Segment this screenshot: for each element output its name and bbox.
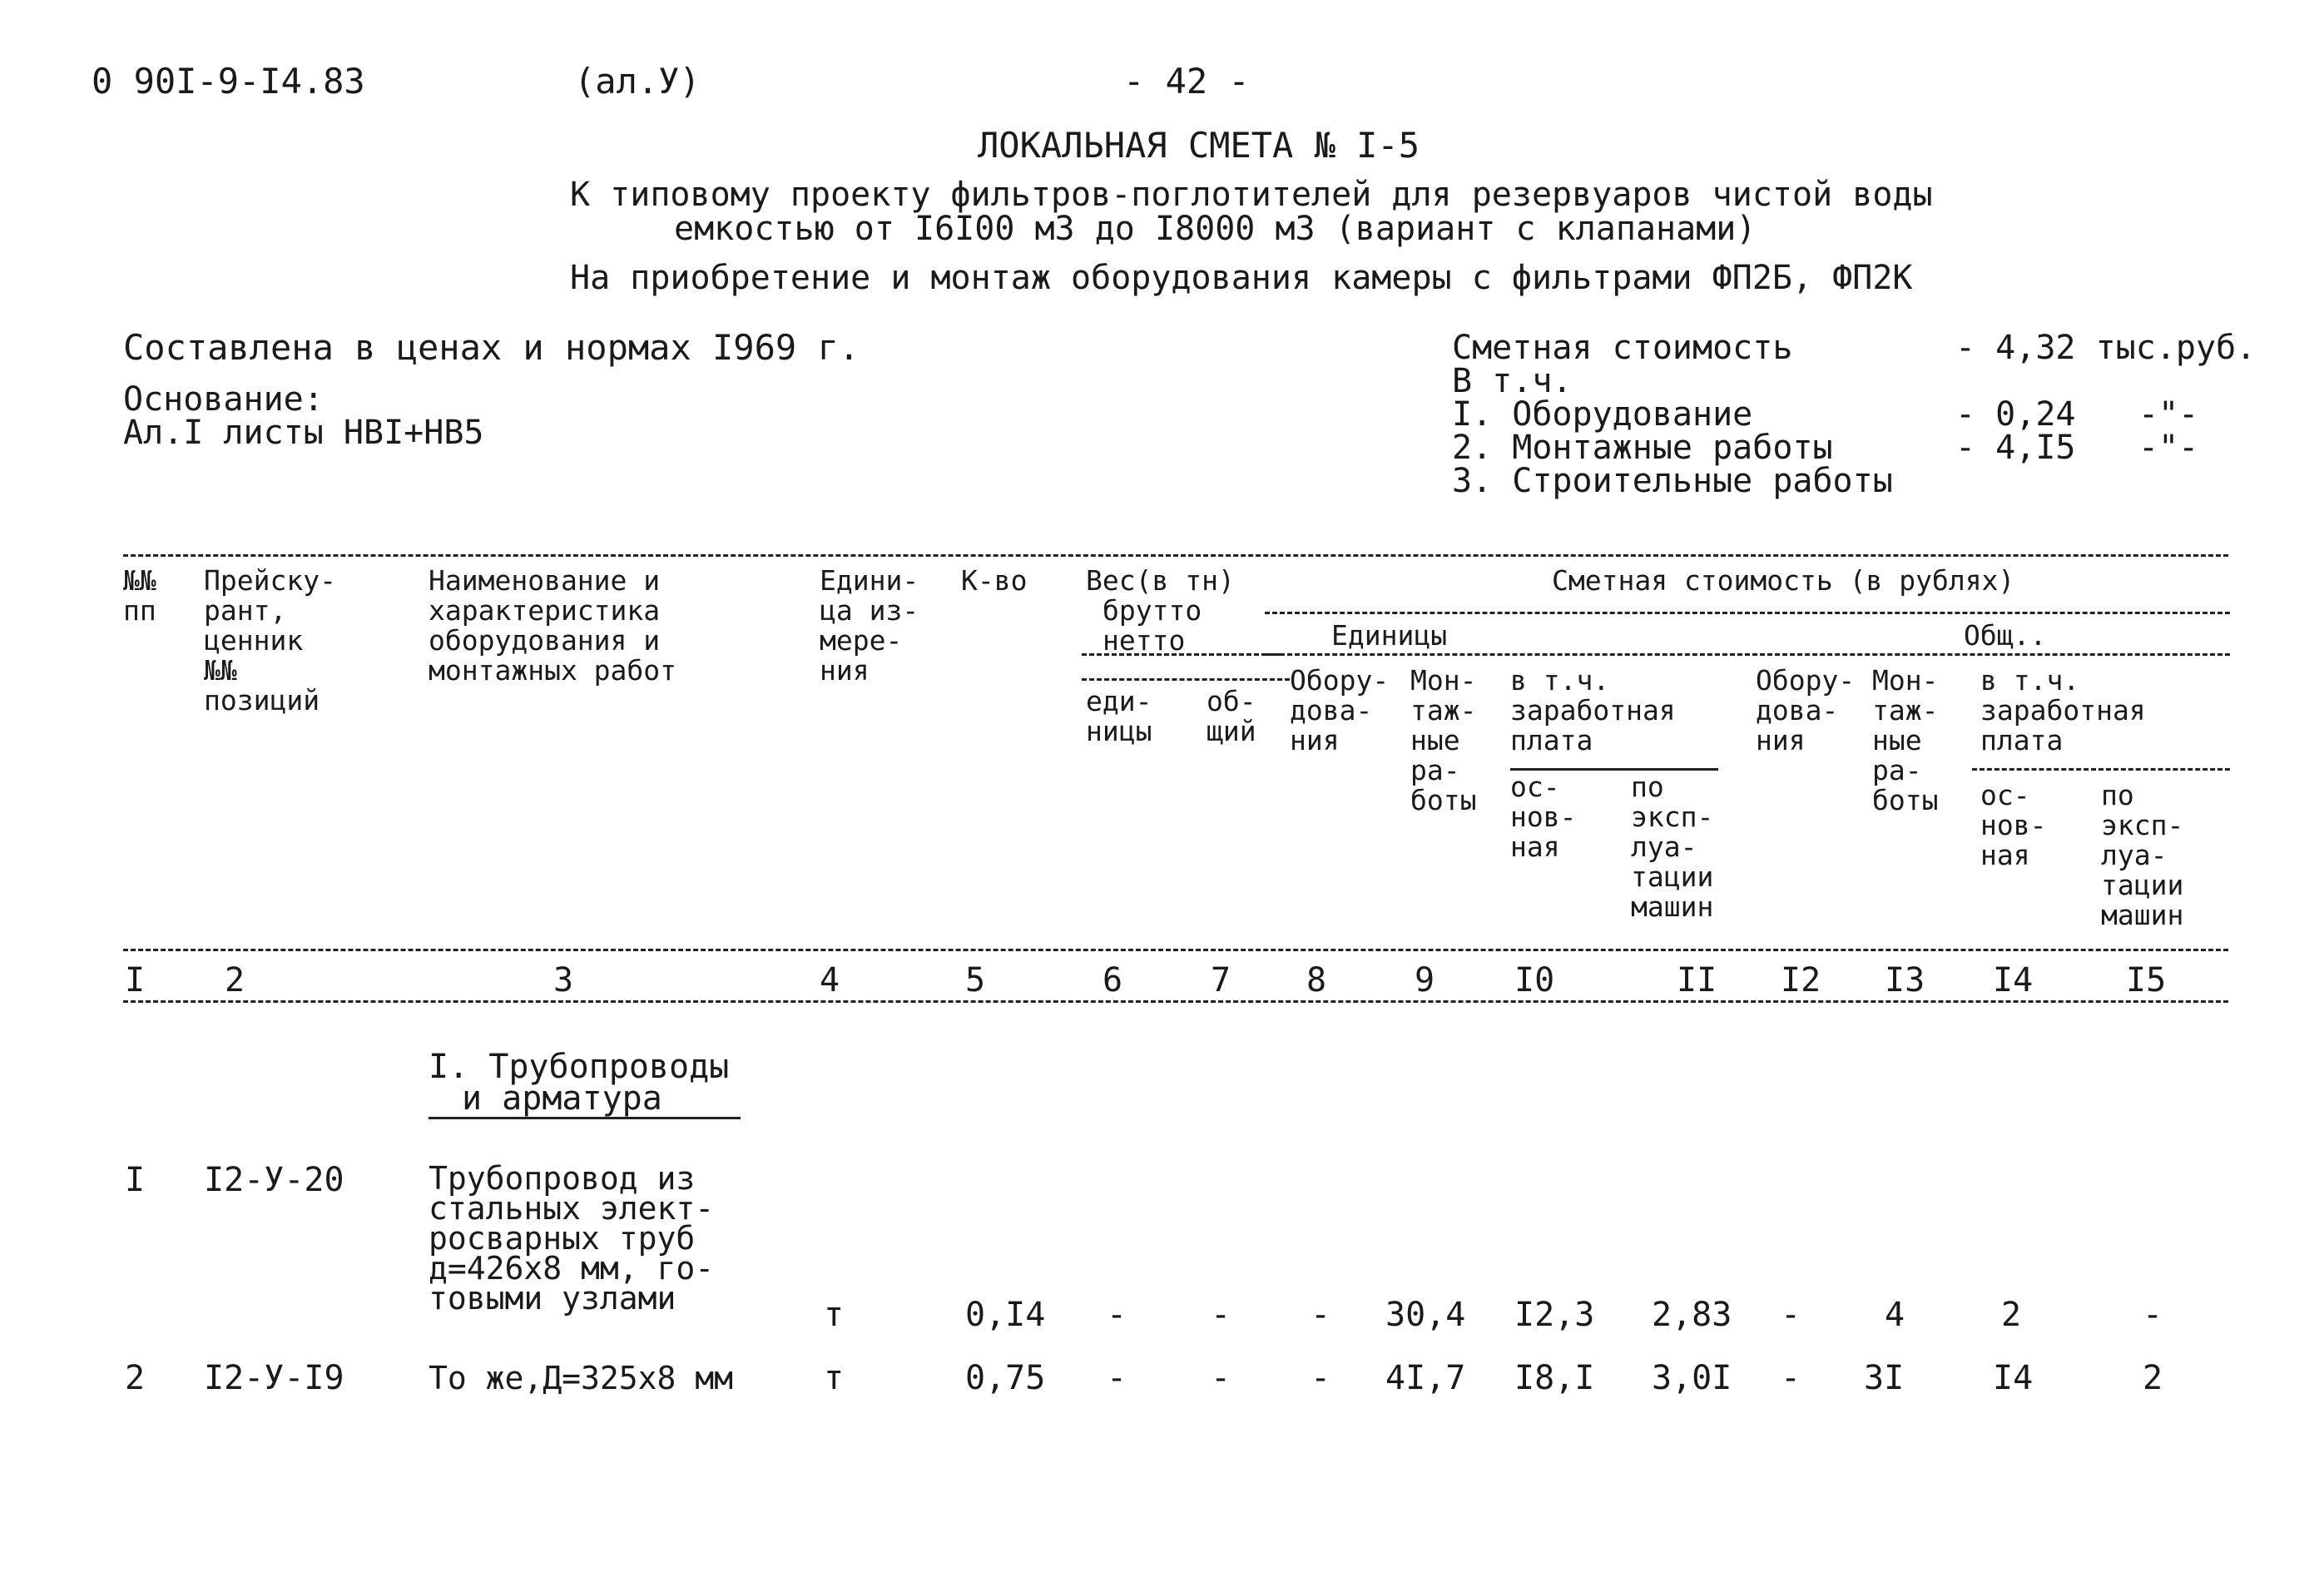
cost-item-equipment-unit: -"- (2138, 395, 2199, 434)
row-2-unit-equipment: - (1311, 1359, 1331, 1397)
column-number: 4 (820, 961, 840, 999)
column-number: I3 (1885, 961, 1925, 999)
row-1-total-machines: - (2143, 1296, 2163, 1334)
column-number: II (1677, 961, 1717, 999)
row-2-unit-machines: 3,0I (1652, 1359, 1732, 1397)
cost-item-equipment-value: - 0,24 (1955, 395, 2076, 434)
header-total-mounting: Мон- таж- ные ра- боты (1872, 664, 1939, 816)
row-1-total-wage: 2 (2001, 1296, 2022, 1334)
row-1-weight-unit: - (1107, 1296, 1127, 1334)
row-2-quantity: 0,75 (965, 1359, 1046, 1397)
title-line-3: На приобретение и монтаж оборудования камеры с фильтрами ФП2Б, ФП2К (570, 259, 1913, 297)
column-number: 7 (1211, 961, 1231, 999)
column-number: I0 (1514, 961, 1555, 999)
row-1-quantity: 0,I4 (965, 1296, 1046, 1334)
header-total-wage-machines: по эксп- луа- тации машин (2101, 779, 2184, 931)
header-unit: Едини- ца из- мере- ния (820, 564, 919, 687)
header-total-wage-basic: ос- нов- ная (1980, 779, 2047, 871)
section-title: I. Трубопроводы (429, 1048, 730, 1086)
row-2-unit: т (824, 1359, 845, 1397)
header-unit-wage-machines: по эксп- луа- тации машин (1631, 771, 1714, 923)
row-2-total-mounting: 3I (1864, 1359, 1905, 1397)
header-row-number: №№ пп (123, 564, 156, 627)
weight-subheader-rule (1082, 678, 1290, 681)
column-number: 5 (965, 961, 986, 999)
row-2-unit-wage: I8,I (1514, 1359, 1595, 1397)
row-1-unit: т (824, 1296, 845, 1334)
row-2-price: I2-У-I9 (204, 1359, 344, 1397)
row-1-total-equipment: - (1781, 1296, 1801, 1334)
header-unit-equipment: Обору- дова- ния (1290, 664, 1390, 756)
row-2-total-equipment: - (1781, 1359, 1801, 1397)
row-1-total-mounting: 4 (1885, 1296, 1905, 1334)
column-number-rule (123, 1000, 2228, 1003)
row-1-unit-mounting: 30,4 (1385, 1296, 1466, 1334)
header-quantity: К-во (961, 564, 1028, 597)
row-1-unit-equipment: - (1311, 1296, 1331, 1334)
header-per-unit: Единицы (1331, 619, 1448, 652)
header-weight: Вес(в тн) (1086, 564, 1235, 597)
album-reference: (ал.У) (574, 61, 701, 102)
unit-group-rule (1265, 653, 2230, 656)
basis-label: Основание: (123, 380, 324, 419)
row-1-weight-total: - (1211, 1296, 1231, 1334)
section-title-underline (429, 1117, 741, 1119)
row-2-total-machines: 2 (2143, 1359, 2163, 1397)
wage-group-rule-2 (1972, 768, 2230, 771)
header-total-wage: в т.ч. заработная плата (1980, 664, 2146, 756)
table-top-rule (123, 554, 2228, 557)
cost-item-mounting: 2. Монтажные работы (1452, 429, 1833, 467)
title-line-2: емкостью от I6I00 м3 до I8000 м3 (вариант с клапанами) (674, 210, 1757, 248)
row-1-number: I (125, 1161, 146, 1199)
header-unit-wage: в т.ч. заработная плата (1510, 664, 1676, 756)
row-1-unit-wage: I2,3 (1514, 1296, 1595, 1334)
including-label: В т.ч. (1452, 362, 1573, 400)
row-2-number: 2 (125, 1359, 146, 1397)
title-line-1: К типовому проекту фильтров-поглотителей для резервуаров чистой воды (570, 176, 1933, 214)
header-total-equipment: Обору- дова- ния (1756, 664, 1856, 756)
estimate-title: ЛОКАЛЬНАЯ СМЕТА № I-5 (978, 125, 1420, 166)
composed-note: Составлена в ценах и нормах I969 г. (123, 327, 860, 368)
basis-value: Ал.I листы НВI+НВ5 (123, 414, 484, 452)
cost-item-mounting-unit: -"- (2138, 429, 2199, 467)
cost-item-construction: 3. Строительные работы (1452, 462, 1893, 500)
column-number: 8 (1306, 961, 1327, 999)
section-title-2: и арматура (462, 1079, 662, 1118)
document-code: 0 90I-9-I4.83 (92, 61, 365, 102)
header-weight-total: об- щий (1207, 685, 1256, 747)
row-2-unit-mounting: 4I,7 (1385, 1359, 1466, 1397)
column-number: I2 (1781, 961, 1821, 999)
row-2-name: То же,Д=325х8 мм (429, 1360, 734, 1396)
row-1-price: I2-У-20 (204, 1161, 344, 1199)
column-number: I4 (1993, 961, 2034, 999)
header-price-list: Прейску- рант, ценник №№ позиций (204, 564, 336, 717)
header-unit-wage-basic: ос- нов- ная (1510, 771, 1577, 863)
cost-value: - 4,32 тыс.руб. (1955, 329, 2257, 367)
header-weight-unit: еди- ницы (1086, 685, 1152, 747)
column-number: I (125, 961, 146, 999)
header-weight-sub: брутто нетто (1103, 594, 1202, 657)
header-bottom-rule (123, 949, 2228, 951)
cost-group-rule (1265, 612, 2230, 614)
cost-label: Сметная стоимость (1452, 329, 1793, 367)
page-number: - 42 - (1123, 61, 1250, 102)
header-total: Общ.. (1964, 619, 2047, 652)
row-2-total-wage: I4 (1993, 1359, 2034, 1397)
column-number: 2 (225, 961, 245, 999)
row-2-weight-total: - (1211, 1359, 1231, 1397)
cost-item-equipment: I. Оборудование (1452, 395, 1753, 434)
row-1-name: Трубопровод из стальных элект- росварных труб д=426х8 мм, го- товыми узлами (429, 1160, 715, 1317)
header-name: Наименование и характеристика оборудования и монтажных работ (429, 564, 677, 687)
column-number: 6 (1103, 961, 1123, 999)
header-unit-mounting: Мон- таж- ные ра- боты (1410, 664, 1477, 816)
column-number: 3 (553, 961, 574, 999)
cost-item-mounting-value: - 4,I5 (1955, 429, 2076, 467)
row-1-unit-machines: 2,83 (1652, 1296, 1732, 1334)
row-2-weight-unit: - (1107, 1359, 1127, 1397)
column-number: 9 (1415, 961, 1435, 999)
column-number: I5 (2126, 961, 2167, 999)
header-estimated-cost: Сметная стоимость (в рублях) (1552, 564, 2015, 597)
